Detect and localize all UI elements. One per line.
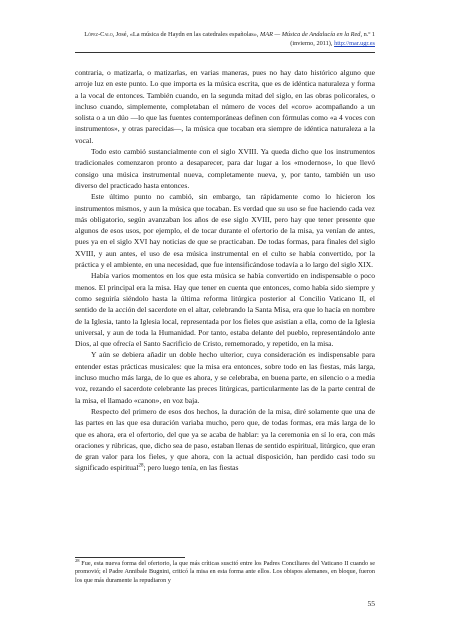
paragraph: Este último punto no cambió, sin embargo, tan rápidamente como lo hicieron los instrumentos mismos, y aun la música que tocaban. Es verdad que su uso se fue haciendo cada vez más obligatorio, según avanzaban los años de ese siglo XVIII, pero hay que tener presente que algunos de esos usos, por ejemplo, el de tocar durante el ofertorio de la misa, ya venían de antes, pues ya en el siglo XVI hay noticias de que se practicaban. De todas formas, para finales del siglo XVIII, y aun antes, el uso de esa música instrumental en el culto se había convertido, por la práctica y el ambiente, en una necesidad, que fue intensificándose todavía a lo largo del siglo XIX. [75,192,375,270]
footnote-reference[interactable]: 28 [138,463,144,469]
page-number: 55 [367,599,375,608]
paragraph-text: Respecto del primero de esos dos hechos, la duración de la misa, diré solamente que una de las partes en las que esa duración variaba mucho, pero que, de todas formas, era más larga de lo que es ahora, era el ofertorio, del que ya se acaba de hablar: ya la ceremonia en sí lo era, con más oraciones y rúbricas, que, dicho sea de paso, estaban llenas de sentido espiritual, litúrgico, que eran de gran valor para los fieles, y que ahora, con la actual disposición, han perdido casi todo su significado espiritual [75,406,375,473]
header-citation: , José, «La música de Haydn en las catedrales españolas», [112,31,261,38]
paragraph: Y aún se debiera añadir un doble hecho ulterior, cuya consideración es indispensable para entender estas prácticas musicales: que la misa era entonces, sobre todo en las fiestas, más larga, incluso mucho más larga, de lo que es ahora, y se celebraba, en buena parte, en silencio o a media voz, rezando el sacerdote celebrante las preces litúrgicas, particularmente las de la parte central de la misa, el llamado «canon», en voz baja. [75,350,375,405]
paragraph: Había varios momentos en los que esta música se había convertido en indispensable o poco menos. El principal era la misa. Hay que tener en cuenta que entonces, como había sido siempre y como seguiría siéndolo hasta la última reforma litúrgica posterior al Concilio Vaticano II, el sentido de la acción del sacerdote en el altar, celebrando la Santa Misa, era que lo hacía en nombre de la Iglesia, tanto la Iglesia local, representada por los fieles que asistían a ella, como de la Iglesia universal, y aun de toda la Humanidad. Por tanto, estaba delante del pueblo, representándolo ante Dios, al que ofrecía el Santo Sacrificio de Cristo, rememorado, y repetido, en la misa. [75,271,375,349]
header-journal: MAR — Música de Andalucía en la Red [260,31,361,38]
paragraph: Todo esto cambió sustancialmente con el siglo XVIII. Ya queda dicho que los instrumentos tradicionales comenzaron pronto a desaparecer, para dar lugar a los «modernos», lo que llevó consigo una música instrumental nueva, completamente nueva, y, por tanto, también un uso diverso del practicado hasta entonces. [75,147,375,190]
footnote [75,557,375,585]
paragraph-last [75,406,375,474]
header-divider [75,52,375,53]
header-author: López-Calo [84,31,113,38]
running-header [75,30,375,48]
header-url-link[interactable]: http://mar.ugr.es [334,40,375,47]
footnote-text: Fue, esta nueva forma del ofertorio, la que más críticas suscitó entre los Padres Conciliares del Vaticano II cuando se promovió; el Padre Annibale Bugnini, criticó la misa en esta forma ante ellos. Los obispos alemanes, en bloque, fueron los que más duramente la repudiaron y [75,560,375,584]
paragraph: contraria, o matizarla, o matizarlas, en varias maneras, pues no hay dato histórico alguno que arroje luz en este punto. Lo que importa es la música escrita, que es de idéntica naturaleza y forma a la vocal de entonces. También cuando, en la segunda mitad del siglo, en las obras policorales, o incluso cuando, simplemente, completaban el número de voces del «coro» acompañando a un solista o a un dúo —lo que las fuentes contemporáneas definen con fórmulas como «a 4 voces con instrumentos», y otras parecidas—, la música que tocaban era siempre de idéntica naturaleza a la vocal. [75,68,375,145]
footnote-number: 28 [75,557,80,563]
paragraph-tail: ; pero luego tenía, en las fiestas [143,463,239,473]
footnote-divider [75,557,185,558]
main-text [75,67,375,474]
header-issue: , n.º 1 (invierno, 2011), [290,31,375,47]
